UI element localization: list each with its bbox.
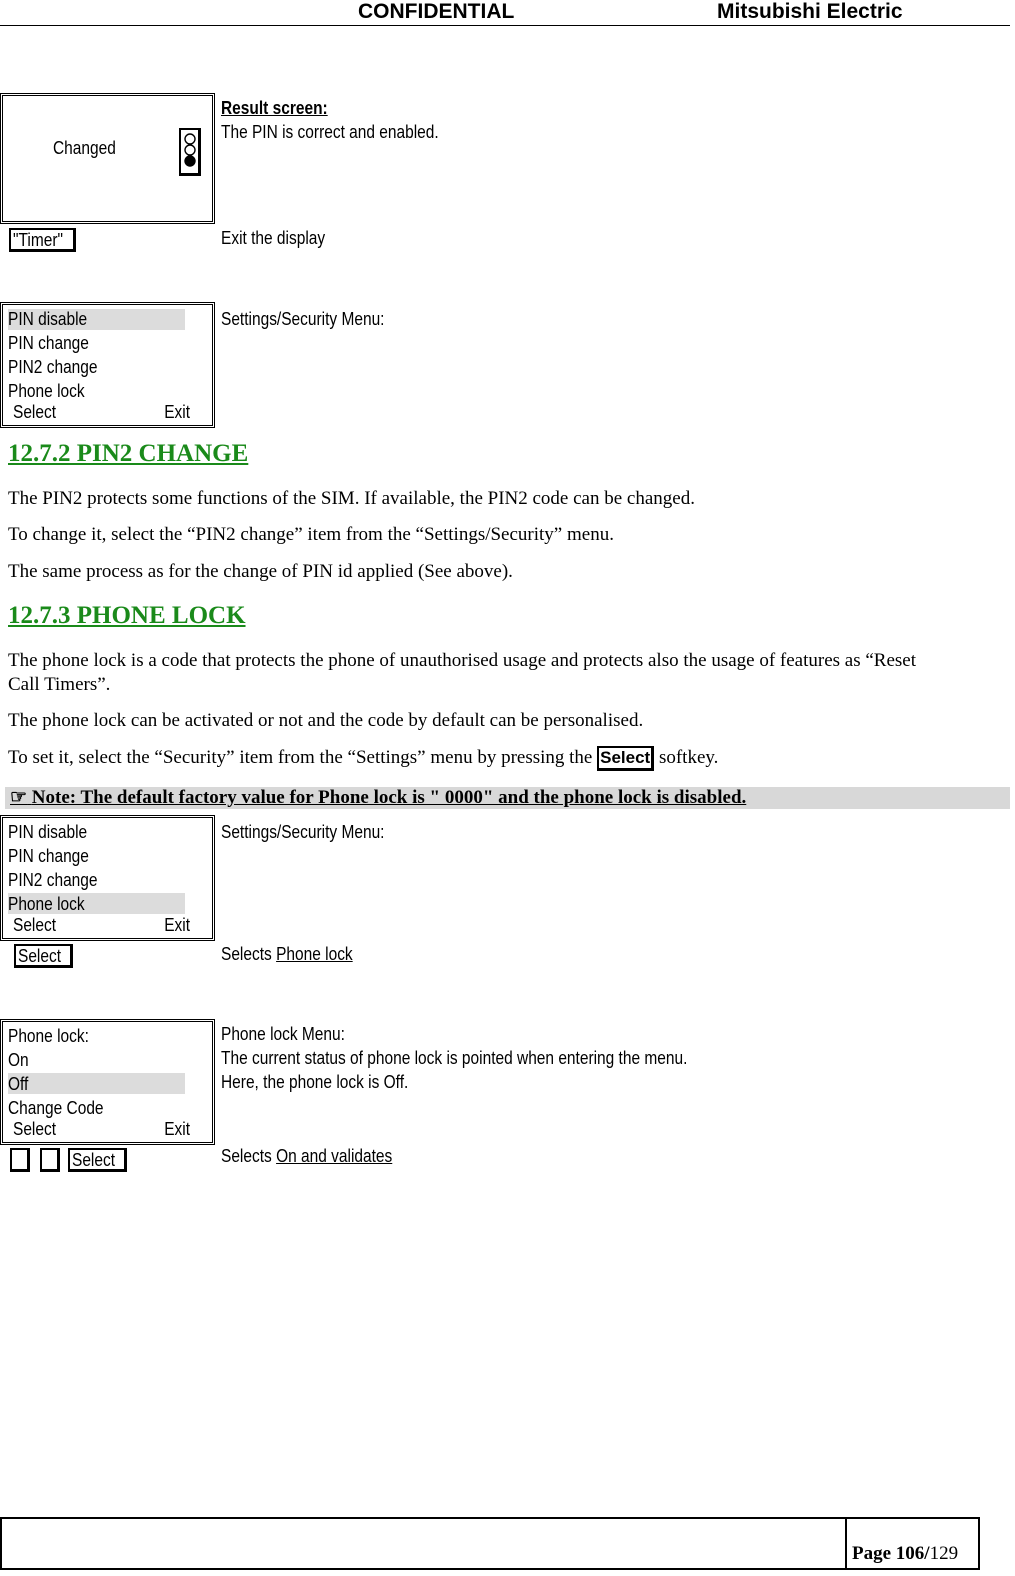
lock-para-1b: Call Timers”. — [8, 674, 111, 695]
security-menu-desc-1: Settings/Security Menu: — [221, 309, 385, 329]
timer-key[interactable]: "Timer" — [9, 228, 76, 252]
desc-link-phone-lock: Phone lock — [276, 944, 353, 964]
pin2-para-3: The same process as for the change of PIN id applied (See above). — [8, 561, 513, 582]
menu-item-pin-disable[interactable]: PIN disable — [8, 309, 88, 329]
softkey-exit[interactable]: Exit — [164, 915, 190, 935]
menu-item-on[interactable]: On — [8, 1050, 29, 1070]
phone-lock-desc-1: Phone lock Menu: — [221, 1024, 345, 1044]
lock-para-3-post: softkey. — [658, 747, 719, 768]
menu-item-change-code[interactable]: Change Code — [8, 1098, 104, 1118]
heading-phone-lock: 12.7.3 PHONE LOCK — [8, 602, 246, 629]
screen-message: Changed — [53, 138, 116, 158]
softkey-select[interactable]: Select — [13, 402, 57, 422]
traffic-light-icon — [179, 128, 201, 176]
note-text: Note: The default factory value for Phone lock is " 0000" and the phone lock is disabled. — [31, 787, 747, 808]
phone-screen-security-menu-2 — [0, 815, 215, 941]
lock-para-3-pre: To set it, select the “Security” item from the “Settings” menu by pressing the — [8, 747, 593, 768]
lock-para-2: The phone lock can be activated or not and the code by default can be personalised. — [8, 710, 644, 731]
nav-down-key[interactable] — [40, 1148, 60, 1172]
softkey-select[interactable]: Select — [13, 1119, 57, 1139]
lock-para-3 — [8, 746, 718, 771]
softkey-exit[interactable]: Exit — [164, 1119, 190, 1139]
lock-para-1a: The phone lock is a code that protects the phone of unauthorised usage and protects also the usage of features as “Reset — [8, 650, 917, 671]
menu-item-pin2-change[interactable]: PIN2 change — [8, 357, 98, 377]
timer-desc: Exit the display — [221, 228, 326, 248]
page-number — [852, 1543, 958, 1565]
note — [10, 786, 746, 809]
select-on-desc — [221, 1144, 392, 1168]
page-total: 129 — [929, 1543, 959, 1564]
page-label: Page 106/ — [852, 1543, 930, 1564]
inline-select-key[interactable]: Select — [597, 746, 654, 771]
header-rule — [0, 25, 1010, 26]
desc-pre: Selects — [221, 944, 272, 964]
menu-item-pin2-change[interactable]: PIN2 change — [8, 870, 98, 890]
phone-screen-changed — [0, 93, 215, 224]
select-key[interactable]: Select — [14, 944, 73, 968]
heading-pin2-change: 12.7.2 PIN2 CHANGE — [8, 440, 249, 467]
menu-item-pin-change[interactable]: PIN change — [8, 846, 89, 866]
pointing-hand-icon: ☞ — [10, 787, 28, 808]
pin2-para-1: The PIN2 protects some functions of the SIM. If available, the PIN2 code can be changed. — [8, 488, 695, 509]
phone-screen-security-menu-1 — [0, 302, 215, 428]
softkey-select[interactable]: Select — [13, 915, 57, 935]
result-screen-desc: The PIN is correct and enabled. — [221, 122, 439, 142]
footer-box — [0, 1517, 980, 1570]
menu-item-phone-lock[interactable]: Phone lock — [8, 381, 85, 401]
result-screen-title: Result screen: — [221, 98, 328, 118]
header-company: Mitsubishi Electric — [717, 0, 903, 23]
phone-screen-phone-lock-menu — [0, 1019, 215, 1145]
phone-lock-desc-3: Here, the phone lock is Off. — [221, 1072, 409, 1092]
menu-title-phone-lock: Phone lock: — [8, 1026, 89, 1046]
header-confidential: CONFIDENTIAL — [358, 0, 515, 23]
select-phone-lock-desc — [221, 942, 353, 966]
nav-up-key[interactable] — [10, 1148, 30, 1172]
menu-item-pin-disable[interactable]: PIN disable — [8, 822, 88, 842]
desc-pre: Selects — [221, 1146, 272, 1166]
footer-divider — [845, 1517, 847, 1570]
menu-highlight — [8, 1073, 185, 1094]
softkey-exit[interactable]: Exit — [164, 402, 190, 422]
desc-link-on-validates: On and validates — [276, 1146, 393, 1166]
security-menu-desc-2: Settings/Security Menu: — [221, 822, 385, 842]
menu-item-phone-lock[interactable]: Phone lock — [8, 894, 85, 914]
select-key[interactable]: Select — [68, 1148, 127, 1172]
menu-item-pin-change[interactable]: PIN change — [8, 333, 89, 353]
menu-item-off[interactable]: Off — [8, 1074, 29, 1094]
phone-lock-desc-2: The current status of phone lock is pointed when entering the menu. — [221, 1048, 688, 1068]
pin2-para-2: To change it, select the “PIN2 change” item from the “Settings/Security” menu. — [8, 524, 614, 545]
